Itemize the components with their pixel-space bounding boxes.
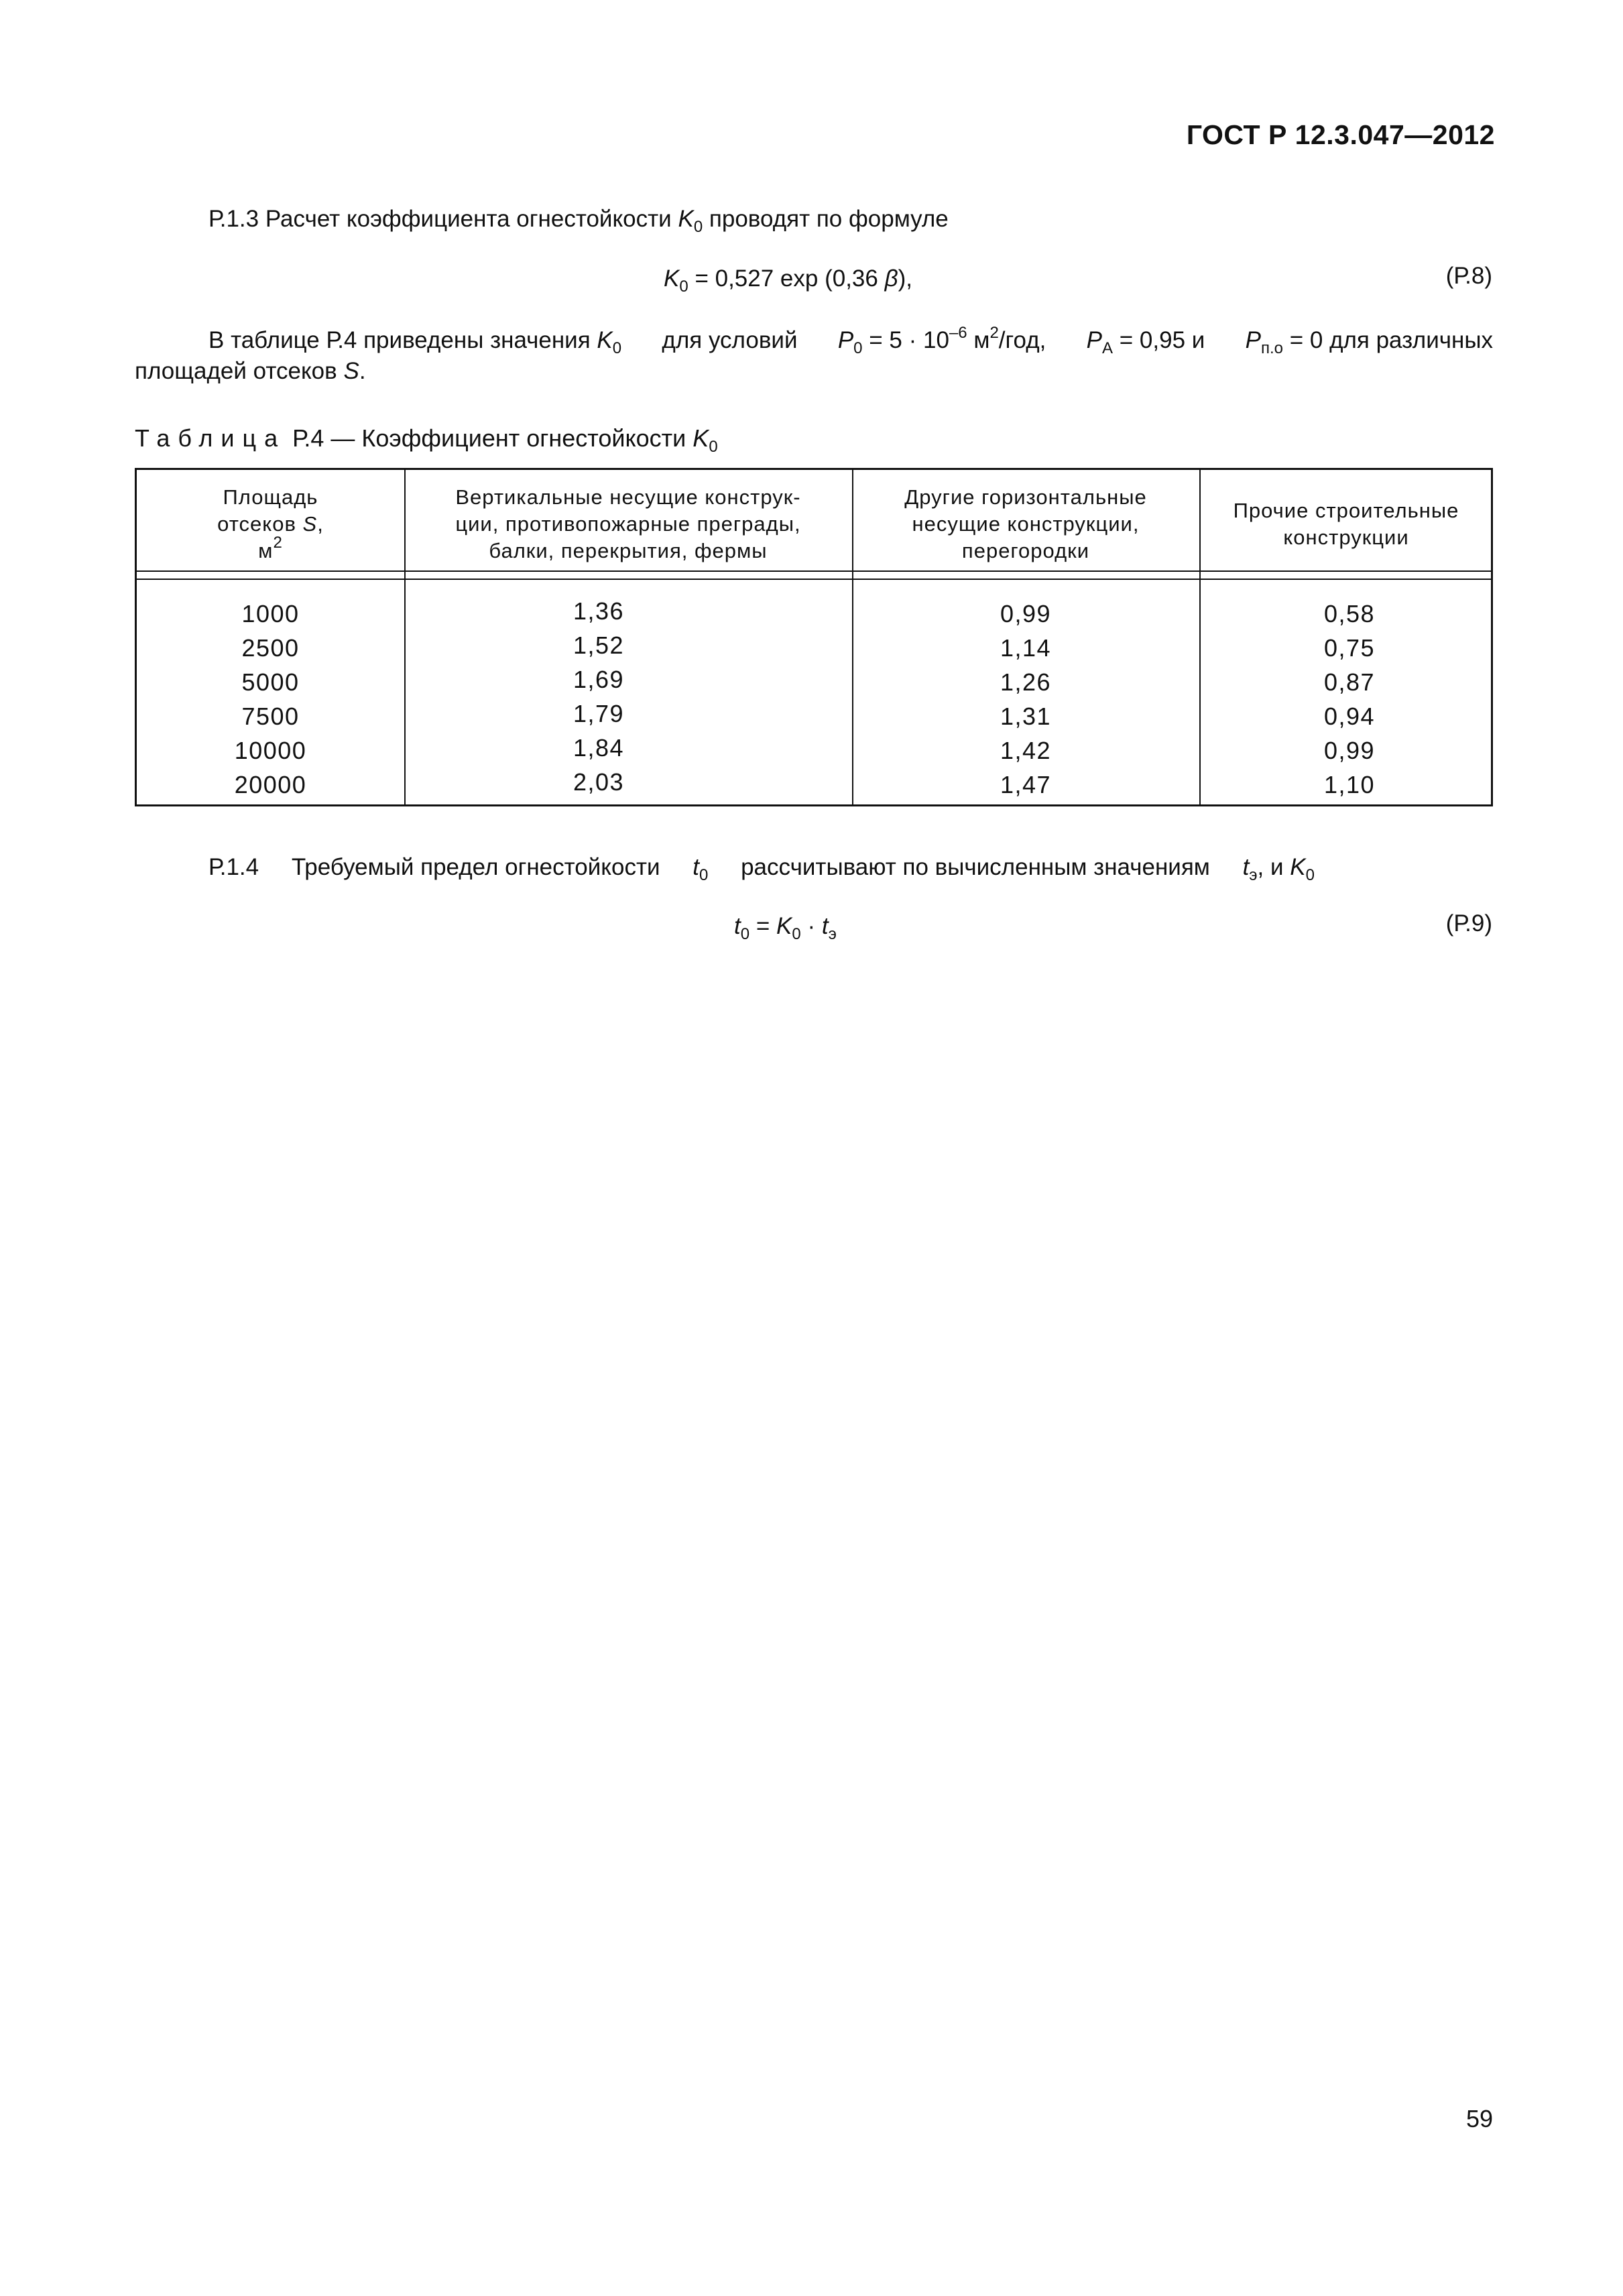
header-line: Прочие строительные: [1233, 499, 1459, 522]
formula-p9: [734, 910, 837, 943]
caption-text: Р.4 — Коэффициент огнестойкости: [292, 424, 686, 452]
header-other-structures: [1199, 470, 1493, 579]
coefficient-symbol: K: [693, 424, 709, 452]
table-cell: 5000: [241, 668, 300, 696]
table-cell: 0,99: [1323, 737, 1376, 764]
text: /год,: [998, 327, 1046, 353]
column-vertical-values: [404, 594, 793, 799]
standard-number: ГОСТ Р 12.3.047—2012: [1186, 119, 1495, 150]
table-cell: 1,26: [1000, 668, 1052, 696]
p0-expression: [838, 324, 1046, 357]
table-cell: 1,84: [573, 734, 625, 762]
text-segment: [208, 324, 621, 357]
text: = 0 для различных: [1289, 327, 1493, 353]
formula-symbol: K: [664, 265, 680, 292]
subscript: 0: [693, 218, 703, 236]
table-cell: 1,36: [573, 597, 625, 625]
header-line: Площадь: [223, 485, 318, 509]
header-area-text: [217, 484, 324, 564]
superscript: 2: [273, 534, 283, 552]
header-line: ции, противопожарные преграды,: [455, 512, 801, 536]
header-line: [217, 511, 324, 538]
table-cell: 1,42: [1000, 737, 1052, 764]
area-symbol: S: [343, 358, 359, 384]
header-line: Вертикальные несущие конструк-: [455, 485, 801, 509]
table-cell: 1,14: [1000, 634, 1052, 662]
subscript: 0: [740, 925, 750, 943]
equals-sign: =: [756, 913, 770, 939]
t-symbol: t: [821, 913, 829, 939]
formula-text: = 0,527 exp (0,36: [695, 265, 878, 292]
column-area-values: [137, 597, 404, 802]
page-number: 59: [1465, 2105, 1493, 2132]
header-text: [904, 484, 1147, 564]
text: = 0,95 и: [1119, 327, 1205, 353]
beta-symbol: β: [884, 265, 898, 292]
p-symbol: P: [1086, 327, 1103, 353]
subscript: э: [828, 925, 837, 943]
header-area: [137, 470, 404, 579]
text: отсеков: [217, 512, 296, 536]
section-p13-paragraph: [208, 203, 949, 235]
conditions-paragraph-line1: [208, 324, 1493, 357]
table-cell: 1,10: [1323, 771, 1376, 798]
table-cell: 1,79: [573, 700, 625, 727]
te-expression: [1243, 851, 1315, 884]
p-symbol: P: [837, 327, 854, 353]
table-header-divider: [137, 579, 1491, 580]
coefficient-symbol: K: [776, 913, 792, 939]
ppo-expression: [1246, 324, 1493, 357]
coefficient-symbol: K: [597, 327, 613, 353]
table-cell: 0,75: [1323, 634, 1376, 662]
header-horizontal-structures: [852, 470, 1199, 579]
subscript: 0: [699, 866, 709, 884]
subscript: 0: [853, 339, 863, 357]
formula-p8: [664, 263, 912, 295]
header-line: несущие конструкции,: [912, 512, 1140, 536]
table-cell: 10000: [234, 737, 307, 764]
superscript: –6: [949, 324, 967, 342]
text: = 5 · 10: [869, 327, 949, 353]
conditions-paragraph-line2: [135, 355, 366, 387]
t-symbol: t: [734, 913, 741, 939]
table-cell: 2,03: [573, 768, 625, 796]
subscript: 0: [1305, 866, 1315, 884]
text: м: [258, 539, 274, 562]
header-vertical-structures: [404, 470, 852, 579]
subscript: 0: [709, 438, 718, 456]
table-cell: 0,99: [1000, 600, 1052, 627]
area-symbol: S: [302, 512, 318, 536]
header-line: перегородки: [961, 539, 1090, 562]
subscript: э: [1249, 866, 1258, 884]
p-symbol: P: [1245, 327, 1261, 353]
table-cell: 7500: [241, 703, 300, 730]
t-symbol: t: [1242, 854, 1250, 880]
header-text: [1234, 497, 1459, 551]
multiply-dot: ·: [807, 913, 816, 939]
table-cell: 1,47: [1000, 771, 1052, 798]
table-cell: 1,31: [1000, 703, 1052, 730]
table-cell: 0,58: [1323, 600, 1376, 627]
section-number: Р.1.3: [208, 206, 259, 232]
coefficient-symbol: K: [678, 206, 694, 232]
formula-number: (Р.8): [1445, 263, 1492, 289]
table-caption: [135, 422, 718, 455]
section-p14-paragraph: [208, 851, 1315, 884]
header-text: [455, 484, 800, 564]
text: для условий: [662, 327, 798, 353]
table-cell: 2500: [241, 634, 300, 662]
column-other-values: [1199, 597, 1500, 802]
table-cell: 20000: [234, 771, 307, 798]
text: м: [973, 327, 990, 353]
text: рассчитывают по вычисленным значениям: [741, 854, 1210, 880]
header-line: балки, перекрытия, фермы: [489, 539, 768, 562]
table-cell: 0,94: [1323, 703, 1376, 730]
table-cell: 1000: [241, 600, 300, 627]
text: Расчет коэффициента огнестойкости: [265, 206, 672, 232]
coefficient-symbol: K: [1290, 854, 1306, 880]
coefficient-table: [135, 468, 1493, 806]
text: проводят по формуле: [709, 206, 949, 232]
text: Требуемый предел огнестойкости: [291, 854, 660, 880]
t-symbol: t: [693, 854, 700, 880]
table-cell: 0,87: [1323, 668, 1376, 696]
subscript: 0: [679, 278, 688, 296]
text: , и: [1257, 854, 1284, 880]
text: В таблице Р.4 приведены значения: [208, 327, 591, 353]
superscript: 2: [989, 324, 999, 342]
formula-number: (Р.9): [1445, 910, 1492, 936]
header-line: Другие горизонтальные: [904, 485, 1147, 509]
header-line: конструкции: [1283, 526, 1409, 549]
subscript: 0: [612, 339, 622, 357]
formula-text: ),: [898, 265, 912, 292]
column-horizontal-values: [852, 597, 1199, 802]
pa-expression: [1087, 324, 1205, 357]
header-line: [217, 534, 324, 564]
table-cell: 1,69: [573, 666, 625, 693]
section-number: Р.1.4: [208, 854, 259, 880]
subscript: А: [1102, 339, 1114, 357]
t0-expression: [693, 851, 708, 884]
table-cell: 1,52: [573, 631, 625, 659]
text: .: [359, 358, 366, 384]
subscript: п.о: [1260, 339, 1283, 357]
subscript: 0: [792, 925, 801, 943]
text: ,: [317, 512, 324, 536]
text: площадей отсеков: [135, 358, 337, 384]
caption-word: Таблица: [135, 424, 286, 452]
